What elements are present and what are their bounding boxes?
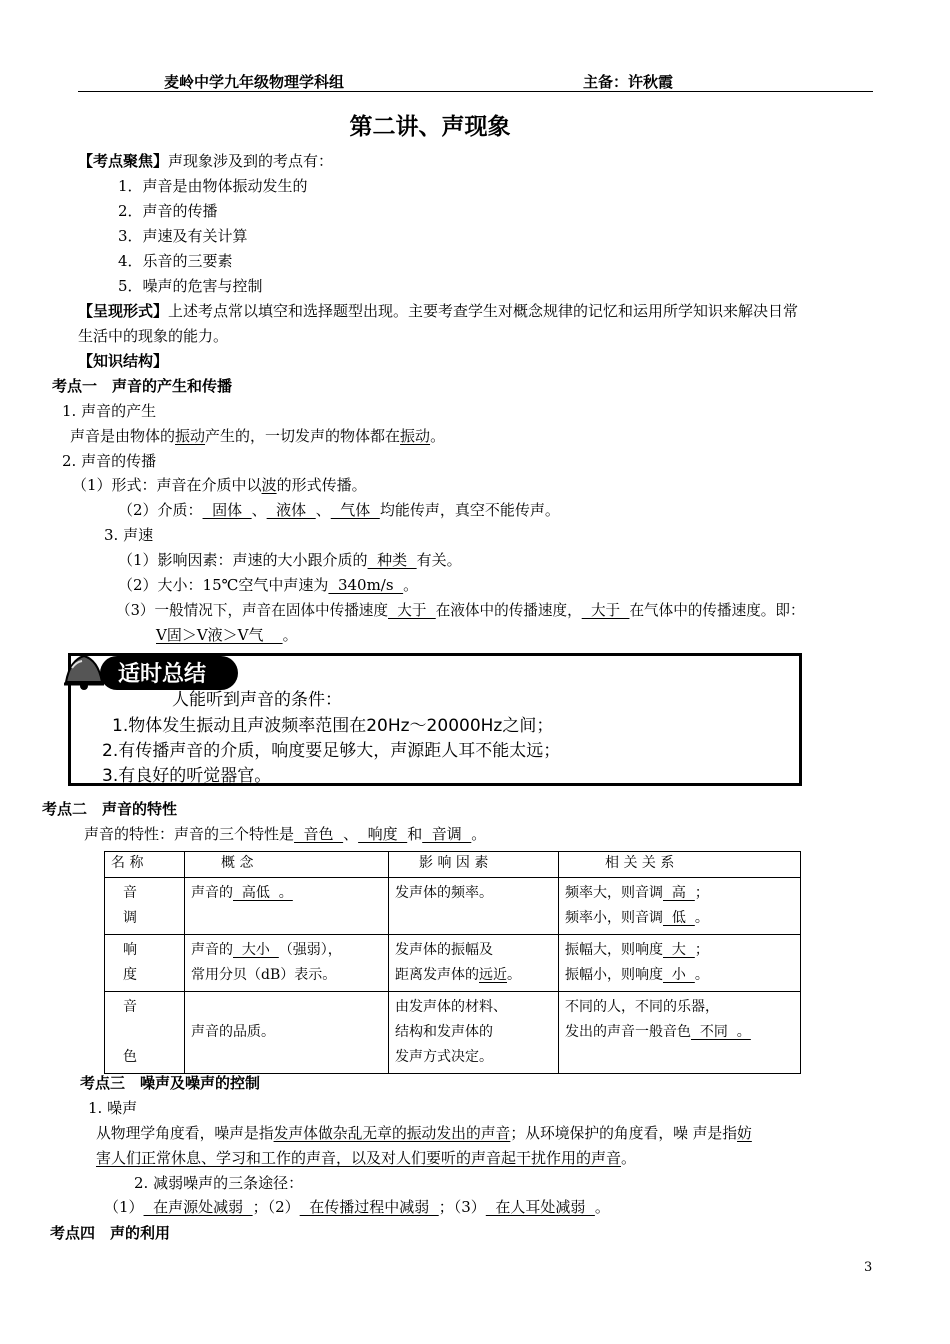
blank: 种类 [367,551,417,569]
table-header: 相 关 关 系 [559,852,801,878]
text: 声音是由物体的 [70,427,176,445]
row-relation [559,935,801,992]
concept-line: 常用分贝（dB）表示。 [191,967,337,983]
kp3-s2: 2. 减弱噪声的三条途径： [134,1174,304,1192]
text: 在液体中的传播速度， [435,602,582,619]
summary-line-3: 3.有良好的听觉器官。 [102,766,272,786]
text: 。 [471,825,487,843]
row-relation [559,992,801,1074]
table-row [105,935,801,992]
text: 振幅小，则响度 [565,967,663,983]
blank: 振动 [175,427,206,445]
factor-line: 发声方式决定。 [395,1049,493,1065]
row-concept [185,878,389,935]
page-number: 3 [864,1260,873,1275]
factor-line: 由发声体的材料、 [395,999,507,1015]
form-label: 【呈现形式】 [78,302,169,320]
row-name [105,992,185,1074]
row-name: 响 度 [105,935,185,992]
text: 。 [507,967,521,983]
kp3-line2 [96,1147,636,1168]
header-school: 麦岭中学九年级物理学科组 [164,73,345,91]
text: 声音的 [191,885,233,901]
focus-intro-text: 声现象涉及到的考点有： [168,152,334,170]
relation-line [565,906,794,931]
text: 。 [403,576,419,594]
row-factor [389,992,559,1074]
blank: 液体 [266,501,316,519]
blank: 大 [663,942,695,958]
row-factor [389,935,559,992]
text: ；（2） [252,1198,300,1216]
text: （2）介质： [118,501,203,519]
focus-item: 2．声音的传播 [118,202,218,220]
blank: 害人们正常休息、学习和工作的声音，以及对人们要听的声音起干扰作用的声音 [96,1149,622,1167]
blank: 大小 [233,942,279,958]
blank: 响度 [358,825,408,843]
focus-item: 4．乐音的三要素 [118,252,233,270]
text: 和 [407,825,423,843]
kp3-line1 [96,1122,752,1143]
relation-line: 不同的人，不同的乐器， [565,999,719,1015]
summary-line-1: 1.物体发生振动且声波频率范围在20Hz～20000Hz之间； [112,716,554,736]
factor-line: 结构和发声体的 [395,1024,493,1040]
relation-line [565,881,794,906]
table-header: 名 称 [105,852,185,878]
blank: 在传播过程中减弱 [299,1198,439,1216]
structure-label: 【知识结构】 [78,352,169,370]
summary-badge [60,650,240,696]
spacer [123,1020,178,1045]
text: 。 [594,1198,610,1216]
blank: 固体 [202,501,252,519]
text: 均能传声，真空不能传声。 [379,501,560,519]
kp4-title: 考点四 声的利用 [50,1224,171,1242]
kp1-s3c [116,599,805,620]
blank: 低 [663,910,695,926]
text: 频率大，则音调 [565,885,663,901]
text: 声音的 [191,942,233,958]
kp1-s3d [156,624,298,645]
focus-item: 5．噪声的危害与控制 [118,277,263,295]
text: 。 [694,910,709,926]
text: 的形式传播。 [276,476,367,494]
text: （3）一般情况下，声音在固体中传播速度 [116,602,388,619]
table-header-row [105,852,801,878]
text: 。 [282,626,298,644]
blank: 波 [261,476,277,494]
text: 、 [315,501,331,519]
summary-badge-text: 适时总结 [118,662,207,687]
kp3-title: 考点三 噪声及噪声的控制 [80,1074,261,1092]
blank: 音色 [294,825,344,843]
text: 产生的，一切发声的物体都在 [205,427,401,445]
text: （2）大小：15℃空气中声速为 [118,576,329,594]
blank: 音调 [422,825,472,843]
kp1-s3b [118,574,418,595]
row-relation [559,878,801,935]
text: 有关。 [416,551,462,569]
text: （1） [104,1198,144,1216]
blank: 高 [663,885,695,901]
focus-label: 【考点聚焦】 [78,152,169,170]
relation-line [565,938,794,963]
text: 从物理学角度看，噪声是指 [96,1125,274,1142]
blank: 远近 [479,967,507,983]
factor-line [395,963,552,988]
kp2-intro [84,823,486,844]
kp1-title: 考点一 声音的产生和传播 [52,377,233,395]
relation-line [565,1020,794,1045]
text: 距离发声体的 [395,967,479,983]
blank: 振动 [400,427,431,445]
text: （1）影响因素：声速的大小跟介质的 [118,551,368,569]
kp1-s3: 3. 声速 [104,526,154,544]
text: 。 [694,967,709,983]
kp1-s1-line [70,425,445,446]
kp1-s1: 1. 声音的产生 [62,402,157,420]
blank: 340m/s [328,576,404,594]
blank: 高低 。 [233,885,293,901]
text: 发出的声音一般音色 [565,1024,691,1040]
focus-intro [78,150,333,171]
table-row [105,878,801,935]
focus-item: 1．声音是由物体振动发生的 [118,177,308,195]
text: ；从环境保护的角度看，噪 声是指 [510,1125,738,1142]
blank: 小 [663,967,695,983]
table-header: 影 响 因 素 [389,852,559,878]
summary-line-0: 人能听到声音的条件： [172,690,342,710]
text: （强弱）， [278,942,342,958]
text: 、 [251,501,267,519]
kp3-ways [104,1196,610,1217]
blank: 妨 [737,1125,752,1142]
header-author: 主备：许秋霞 [583,73,674,91]
kp1-s2a [72,474,367,495]
factor-line: 发声体的振幅及 [395,942,493,958]
text: 声音的特性：声音的三个特性是 [84,825,295,843]
form-text: 上述考点常以填空和选择题型出现。主要考查学生对概念规律的记忆和运用所学知识来解决日常 [168,302,799,320]
name-char: 色 [123,1049,137,1065]
header-rule [78,91,873,92]
blank: 在声源处减弱 [143,1198,253,1216]
text: ； [694,885,709,901]
blank: 大于 [581,602,630,619]
summary-line-2: 2.有传播声音的介质，响度要足够大，声源距人耳不能太远； [102,741,561,761]
text: 、 [343,825,359,843]
blank: 不同 。 [691,1024,751,1040]
kp1-s2: 2. 声音的传播 [62,452,157,470]
name-char: 音 [123,999,137,1015]
text: 在气体中的传播速度。即： [629,602,805,619]
text: 振幅大，则响度 [565,942,663,958]
relation-line [565,963,794,988]
table-row [105,992,801,1074]
kp1-s3a [118,549,462,570]
text: ； [694,942,709,958]
table-header: 概 念 [185,852,389,878]
blank: 发声体做杂乱无章的振动发出的声音 [273,1125,511,1142]
text: 。 [621,1149,637,1167]
blank: 在人耳处减弱 [485,1198,595,1216]
row-concept: 声音的品质。 [185,992,389,1074]
form-line2: 生活中的现象的能力。 [78,327,229,345]
kp2-title: 考点二 声音的特性 [42,800,178,818]
sound-properties-table [104,851,801,1074]
row-concept [185,935,389,992]
row-name: 音 调 [105,878,185,935]
page-title: 第二讲、声现象 [349,114,511,140]
kp3-s1: 1. 噪声 [88,1099,138,1117]
text: 频率小，则音调 [565,910,663,926]
concept-line [191,938,382,963]
blank: V固＞V液＞V气 [156,626,283,644]
focus-item: 3．声速及有关计算 [118,227,248,245]
kp1-s2b [118,499,560,520]
row-factor: 发声体的频率。 [389,878,559,935]
text: ；（3） [438,1198,486,1216]
blank: 气体 [330,501,380,519]
text: （1）形式：声音在介质中以 [72,476,262,494]
form-line1 [78,300,798,321]
blank: 大于 [387,602,436,619]
text: 。 [430,427,446,445]
